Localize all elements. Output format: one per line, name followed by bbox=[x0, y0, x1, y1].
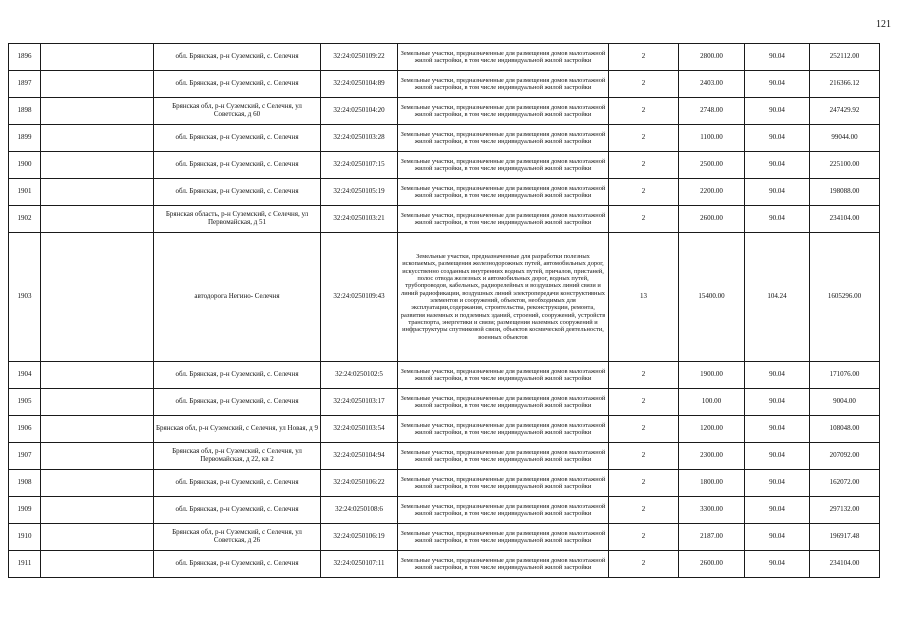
area-cell: 2187.00 bbox=[679, 524, 745, 551]
table-row bbox=[9, 125, 880, 152]
cadastral-number-cell: 32:24:0250104:94 bbox=[321, 443, 398, 470]
group-cell: 2 bbox=[609, 44, 679, 71]
table-row bbox=[9, 44, 880, 71]
specific-value-cell: 90.04 bbox=[745, 443, 810, 470]
blank-column bbox=[41, 362, 154, 389]
area-cell: 2500.00 bbox=[679, 152, 745, 179]
table-row bbox=[9, 389, 880, 416]
land-use-cell: Земельные участки, предназначенные для размещения домов малоэтажной жилой застройки, в том числе индивидуальной жилой застройки bbox=[398, 362, 609, 389]
group-cell: 2 bbox=[609, 497, 679, 524]
cadastral-number-cell: 32:24:0250102:5 bbox=[321, 362, 398, 389]
land-use-cell: Земельные участки, предназначенные для размещения домов малоэтажной жилой застройки, в том числе индивидуальной жилой застройки bbox=[398, 206, 609, 233]
blank-column bbox=[41, 497, 154, 524]
blank-column bbox=[41, 44, 154, 71]
row-number: 1904 bbox=[9, 362, 41, 389]
group-cell: 2 bbox=[609, 524, 679, 551]
specific-value-cell: 90.04 bbox=[745, 98, 810, 125]
area-cell: 100.00 bbox=[679, 389, 745, 416]
address-cell: обл. Брянская, р-н Суземский, с. Селечня bbox=[154, 44, 321, 71]
address-cell: Брянская обл, р-н Суземский, с Селечня, ул Новая, д 9 bbox=[154, 416, 321, 443]
address-cell: обл. Брянская, р-н Суземский, с. Селечня bbox=[154, 179, 321, 206]
blank-column bbox=[41, 470, 154, 497]
area-cell: 1900.00 bbox=[679, 362, 745, 389]
row-number: 1905 bbox=[9, 389, 41, 416]
blank-column bbox=[41, 443, 154, 470]
row-number: 1911 bbox=[9, 551, 41, 578]
specific-value-cell: 90.04 bbox=[745, 152, 810, 179]
land-use-cell: Земельные участки, предназначенные для размещения домов малоэтажной жилой застройки, в том числе индивидуальной жилой застройки bbox=[398, 524, 609, 551]
land-use-cell: Земельные участки, предназначенные для размещения домов малоэтажной жилой застройки, в том числе индивидуальной жилой застройки bbox=[398, 44, 609, 71]
group-cell: 2 bbox=[609, 206, 679, 233]
cadastral-number-cell: 32:24:0250107:11 bbox=[321, 551, 398, 578]
area-cell: 2600.00 bbox=[679, 551, 745, 578]
specific-value-cell: 90.04 bbox=[745, 44, 810, 71]
area-cell: 2600.00 bbox=[679, 206, 745, 233]
blank-column bbox=[41, 206, 154, 233]
cadastral-number-cell: 32:24:0250107:15 bbox=[321, 152, 398, 179]
cadastral-number-cell: 32:24:0250103:28 bbox=[321, 125, 398, 152]
specific-value-cell: 90.04 bbox=[745, 416, 810, 443]
table-row bbox=[9, 98, 880, 125]
specific-value-cell: 90.04 bbox=[745, 524, 810, 551]
cadastral-number-cell: 32:24:0250109:22 bbox=[321, 44, 398, 71]
specific-value-cell: 90.04 bbox=[745, 362, 810, 389]
cadastral-value-cell: 171076.00 bbox=[810, 362, 880, 389]
blank-column bbox=[41, 152, 154, 179]
specific-value-cell: 90.04 bbox=[745, 497, 810, 524]
cadastral-number-cell: 32:24:0250103:54 bbox=[321, 416, 398, 443]
table-row bbox=[9, 470, 880, 497]
group-cell: 2 bbox=[609, 179, 679, 206]
group-cell: 2 bbox=[609, 551, 679, 578]
cadastral-number-cell: 32:24:0250103:17 bbox=[321, 389, 398, 416]
table-row bbox=[9, 233, 880, 362]
area-cell: 2800.00 bbox=[679, 44, 745, 71]
blank-column bbox=[41, 125, 154, 152]
area-cell: 2300.00 bbox=[679, 443, 745, 470]
group-cell: 2 bbox=[609, 362, 679, 389]
specific-value-cell: 104.24 bbox=[745, 233, 810, 362]
land-use-cell: Земельные участки, предназначенные для размещения домов малоэтажной жилой застройки, в том числе индивидуальной жилой застройки bbox=[398, 497, 609, 524]
land-use-cell: Земельные участки, предназначенные для разработки полезных ископаемых, размещения железнодорожных путей, автомобильных дорог, искусственно созданных внутренних водных путей, причалов, пристаней, полос отвода железных и автомобильных дорог, водных путей, трубопроводов, кабельных, радиорелейных и воздушных линий связи и линий радиофикации, воздушных линий электропередачи конструктивных элементов и сооружений, объектов, необходимых для эксплуатации,содержания, строительства, реконструкции, ремонта, развития наземных и подземных зданий, строений, сооружений, устройств транспорта, энергетики и связи; размещения наземных сооружений и инфраструктуры спутниковой связи, объектов космической деятельности, военных объектов bbox=[398, 233, 609, 362]
cadastral-value-cell: 1605296.00 bbox=[810, 233, 880, 362]
cadastral-value-cell: 252112.00 bbox=[810, 44, 880, 71]
land-use-cell: Земельные участки, предназначенные для размещения домов малоэтажной жилой застройки, в том числе индивидуальной жилой застройки bbox=[398, 152, 609, 179]
cadastral-number-cell: 32:24:0250104:89 bbox=[321, 71, 398, 98]
land-use-cell: Земельные участки, предназначенные для размещения домов малоэтажной жилой застройки, в том числе индивидуальной жилой застройки bbox=[398, 416, 609, 443]
specific-value-cell: 90.04 bbox=[745, 71, 810, 98]
land-use-cell: Земельные участки, предназначенные для размещения домов малоэтажной жилой застройки, в том числе индивидуальной жилой застройки bbox=[398, 98, 609, 125]
cadastral-number-cell: 32:24:0250106:19 bbox=[321, 524, 398, 551]
cadastral-number-cell: 32:24:0250103:21 bbox=[321, 206, 398, 233]
specific-value-cell: 90.04 bbox=[745, 551, 810, 578]
row-number: 1907 bbox=[9, 443, 41, 470]
cadastral-number-cell: 32:24:0250105:19 bbox=[321, 179, 398, 206]
row-number: 1896 bbox=[9, 44, 41, 71]
row-number: 1906 bbox=[9, 416, 41, 443]
table-row bbox=[9, 524, 880, 551]
blank-column bbox=[41, 233, 154, 362]
cadastral-value-cell: 162072.00 bbox=[810, 470, 880, 497]
address-cell: Брянская обл, р-н Суземский, с Селечня, ул Советская, д 26 bbox=[154, 524, 321, 551]
row-number: 1902 bbox=[9, 206, 41, 233]
land-use-cell: Земельные участки, предназначенные для размещения домов малоэтажной жилой застройки, в том числе индивидуальной жилой застройки bbox=[398, 389, 609, 416]
address-cell: обл. Брянская, р-н Суземский, с. Селечня bbox=[154, 152, 321, 179]
address-cell: Брянская обл, р-н Суземский, с Селечня, ул Советская, д 60 bbox=[154, 98, 321, 125]
table-row bbox=[9, 443, 880, 470]
cadastral-number-cell: 32:24:0250108:6 bbox=[321, 497, 398, 524]
blank-column bbox=[41, 389, 154, 416]
page-number: 121 bbox=[876, 19, 891, 30]
table-row bbox=[9, 71, 880, 98]
group-cell: 2 bbox=[609, 470, 679, 497]
cadastral-value-cell: 225100.00 bbox=[810, 152, 880, 179]
cadastral-value-cell: 247429.92 bbox=[810, 98, 880, 125]
address-cell: обл. Брянская, р-н Суземский, с. Селечня bbox=[154, 470, 321, 497]
row-number: 1900 bbox=[9, 152, 41, 179]
group-cell: 13 bbox=[609, 233, 679, 362]
cadastral-number-cell: 32:24:0250106:22 bbox=[321, 470, 398, 497]
specific-value-cell: 90.04 bbox=[745, 125, 810, 152]
land-use-cell: Земельные участки, предназначенные для размещения домов малоэтажной жилой застройки, в том числе индивидуальной жилой застройки bbox=[398, 470, 609, 497]
cadastral-number-cell: 32:24:0250109:43 bbox=[321, 233, 398, 362]
address-cell: автодорога Негино- Селечня bbox=[154, 233, 321, 362]
area-cell: 1800.00 bbox=[679, 470, 745, 497]
cadastral-value-cell: 207092.00 bbox=[810, 443, 880, 470]
address-cell: обл. Брянская, р-н Суземский, с. Селечня bbox=[154, 497, 321, 524]
blank-column bbox=[41, 416, 154, 443]
blank-column bbox=[41, 98, 154, 125]
group-cell: 2 bbox=[609, 389, 679, 416]
group-cell: 2 bbox=[609, 98, 679, 125]
group-cell: 2 bbox=[609, 443, 679, 470]
cadastral-value-table bbox=[8, 43, 880, 578]
address-cell: Брянская область, р-н Суземский, с Селечня, ул Первомайская, д 51 bbox=[154, 206, 321, 233]
blank-column bbox=[41, 551, 154, 578]
row-number: 1898 bbox=[9, 98, 41, 125]
row-number: 1908 bbox=[9, 470, 41, 497]
group-cell: 2 bbox=[609, 152, 679, 179]
table-row bbox=[9, 179, 880, 206]
address-cell: обл. Брянская, р-н Суземский, с. Селечня bbox=[154, 362, 321, 389]
land-use-cell: Земельные участки, предназначенные для размещения домов малоэтажной жилой застройки, в том числе индивидуальной жилой застройки bbox=[398, 551, 609, 578]
row-number: 1901 bbox=[9, 179, 41, 206]
table-body bbox=[9, 44, 880, 578]
table-row bbox=[9, 497, 880, 524]
table-row bbox=[9, 206, 880, 233]
table-row bbox=[9, 152, 880, 179]
address-cell: обл. Брянская, р-н Суземский, с. Селечня bbox=[154, 125, 321, 152]
land-use-cell: Земельные участки, предназначенные для размещения домов малоэтажной жилой застройки, в том числе индивидуальной жилой застройки bbox=[398, 443, 609, 470]
address-cell: обл. Брянская, р-н Суземский, с. Селечня bbox=[154, 551, 321, 578]
cadastral-value-cell: 108048.00 bbox=[810, 416, 880, 443]
specific-value-cell: 90.04 bbox=[745, 470, 810, 497]
specific-value-cell: 90.04 bbox=[745, 206, 810, 233]
row-number: 1903 bbox=[9, 233, 41, 362]
group-cell: 2 bbox=[609, 416, 679, 443]
cadastral-value-cell: 9004.00 bbox=[810, 389, 880, 416]
row-number: 1899 bbox=[9, 125, 41, 152]
area-cell: 3300.00 bbox=[679, 497, 745, 524]
land-use-cell: Земельные участки, предназначенные для размещения домов малоэтажной жилой застройки, в том числе индивидуальной жилой застройки bbox=[398, 179, 609, 206]
cadastral-value-cell: 234104.00 bbox=[810, 206, 880, 233]
address-cell: обл. Брянская, р-н Суземский, с. Селечня bbox=[154, 71, 321, 98]
area-cell: 1100.00 bbox=[679, 125, 745, 152]
cadastral-value-cell: 99044.00 bbox=[810, 125, 880, 152]
land-use-cell: Земельные участки, предназначенные для размещения домов малоэтажной жилой застройки, в том числе индивидуальной жилой застройки bbox=[398, 71, 609, 98]
row-number: 1910 bbox=[9, 524, 41, 551]
table-row bbox=[9, 551, 880, 578]
blank-column bbox=[41, 179, 154, 206]
area-cell: 2748.00 bbox=[679, 98, 745, 125]
group-cell: 2 bbox=[609, 71, 679, 98]
table-row bbox=[9, 416, 880, 443]
table-row bbox=[9, 362, 880, 389]
cadastral-number-cell: 32:24:0250104:20 bbox=[321, 98, 398, 125]
cadastral-value-cell: 196917.48 bbox=[810, 524, 880, 551]
area-cell: 15400.00 bbox=[679, 233, 745, 362]
blank-column bbox=[41, 71, 154, 98]
cadastral-value-cell: 297132.00 bbox=[810, 497, 880, 524]
cadastral-value-cell: 198088.00 bbox=[810, 179, 880, 206]
blank-column bbox=[41, 524, 154, 551]
address-cell: Брянская обл, р-н Суземский, с Селечня, ул Первомайская, д 22, кв 2 bbox=[154, 443, 321, 470]
land-use-cell: Земельные участки, предназначенные для размещения домов малоэтажной жилой застройки, в том числе индивидуальной жилой застройки bbox=[398, 125, 609, 152]
row-number: 1897 bbox=[9, 71, 41, 98]
area-cell: 1200.00 bbox=[679, 416, 745, 443]
group-cell: 2 bbox=[609, 125, 679, 152]
specific-value-cell: 90.04 bbox=[745, 389, 810, 416]
specific-value-cell: 90.04 bbox=[745, 179, 810, 206]
row-number: 1909 bbox=[9, 497, 41, 524]
cadastral-value-cell: 216366.12 bbox=[810, 71, 880, 98]
address-cell: обл. Брянская, р-н Суземский, с. Селечня bbox=[154, 389, 321, 416]
cadastral-value-cell: 234104.00 bbox=[810, 551, 880, 578]
area-cell: 2200.00 bbox=[679, 179, 745, 206]
area-cell: 2403.00 bbox=[679, 71, 745, 98]
